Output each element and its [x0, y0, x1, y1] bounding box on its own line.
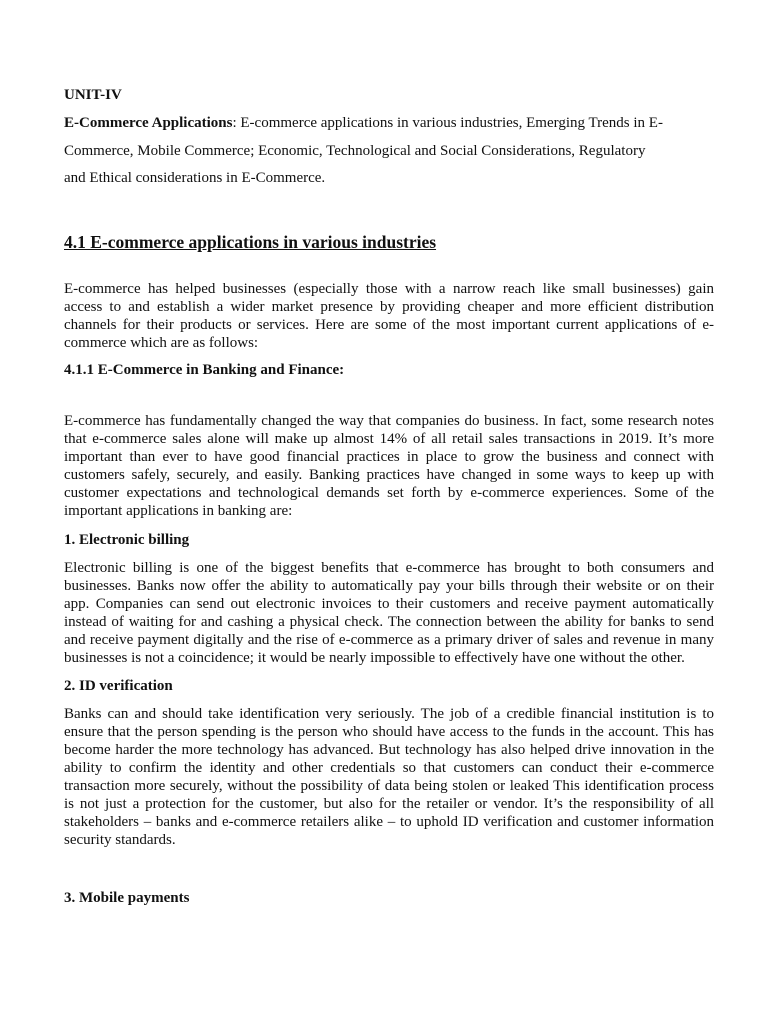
paragraph-line: app. Companies can send out electronic invoices to their customers and receive payment automatically	[64, 596, 714, 612]
paragraph-line: stakeholders – banks and e-commerce retailers alike – to uphold ID verification and customer information	[64, 814, 714, 830]
paragraph-line: ability to confirm the identity and other credentials so that customers can conduct their e-commerce	[64, 760, 714, 776]
paragraph-line: businesses. Banks now offer the ability to automatically pay your bills through their website or on their	[64, 578, 714, 594]
paragraph-line: channels for their products or services. Here are some of the most important current applications of e-	[64, 317, 714, 333]
paragraph-line: important applications in banking are:	[64, 503, 293, 519]
item-heading-mobile-payments: 3. Mobile payments	[64, 890, 190, 906]
paragraph-line: Electronic billing is one of the biggest benefits that e-commerce has brought to both consumers and	[64, 560, 714, 576]
paragraph-electronic-billing	[64, 559, 714, 667]
paragraph-line: commerce which are as follows:	[64, 335, 259, 351]
paragraph-line: transaction more securely, without the possibility of data being stolen or leaked This identification process	[64, 778, 714, 794]
paragraph-line: access to and establish a wider market presence by providing cheaper and more efficient distribution	[64, 299, 714, 315]
paragraph-intro	[64, 280, 714, 352]
item-heading-electronic-billing: 1. Electronic billing	[64, 532, 190, 548]
intro-line: : E-commerce applications in various industries, Emerging Trends in E-	[232, 115, 663, 131]
paragraph-line: customer expectations and technological demands set forth by e-commerce experiences. Some of the	[64, 485, 714, 501]
paragraph-line: is not just a protection for the customer, but also for the retailer or vendor. It’s the responsibility of all	[64, 796, 714, 812]
paragraph-line: instead of waiting for and cashing a physical check. The connection between the ability for banks to send	[64, 614, 714, 630]
paragraph-id-verification	[64, 705, 714, 849]
unit-intro	[64, 110, 714, 193]
subsection-heading: 4.1.1 E-Commerce in Banking and Finance:	[64, 362, 345, 378]
paragraph-line: E-commerce has fundamentally changed the way that companies do business. In fact, some research notes	[64, 413, 714, 429]
paragraph-line: and receive payment digitally and the rise of e-commerce as a primary driver of sales and revenue in many	[64, 632, 714, 648]
paragraph-banking	[64, 412, 714, 520]
section-heading: 4.1 E-commerce applications in various industries	[64, 232, 437, 252]
unit-title: UNIT-IV	[64, 87, 122, 103]
paragraph-line: security standards.	[64, 832, 176, 848]
intro-line: Commerce, Mobile Commerce; Economic, Technological and Social Considerations, Regulatory	[64, 142, 646, 159]
item-heading-id-verification: 2. ID verification	[64, 678, 173, 694]
intro-line: and Ethical considerations in E-Commerce.	[64, 170, 326, 186]
paragraph-line: that e-commerce sales alone will make up almost 14% of all retail sales transactions in 2019. It’s more	[64, 431, 714, 447]
paragraph-line: businesses is not a coincidence; it would be nearly impossible to effectively have one without the other.	[64, 650, 685, 666]
paragraph-line: become harder the more technology has advanced. But technology has also helped drive innovation in the	[64, 742, 714, 758]
paragraph-line: ensure that the person spending is the person who should have access to the funds in the account. This has	[64, 724, 714, 740]
intro-label: E-Commerce Applications	[64, 115, 233, 131]
paragraph-line: Banks can and should take identification very seriously. The job of a credible financial institution is to	[64, 706, 714, 722]
paragraph-line: customers safely, securely, and easily. Banking practices have changed in some ways to keep up with	[64, 467, 714, 483]
paragraph-line: E-commerce has helped businesses (especially those with a narrow reach like small businesses) gain	[64, 281, 714, 297]
paragraph-line: important than ever to have good financial practices in place to grow the business and connect with	[64, 449, 714, 465]
